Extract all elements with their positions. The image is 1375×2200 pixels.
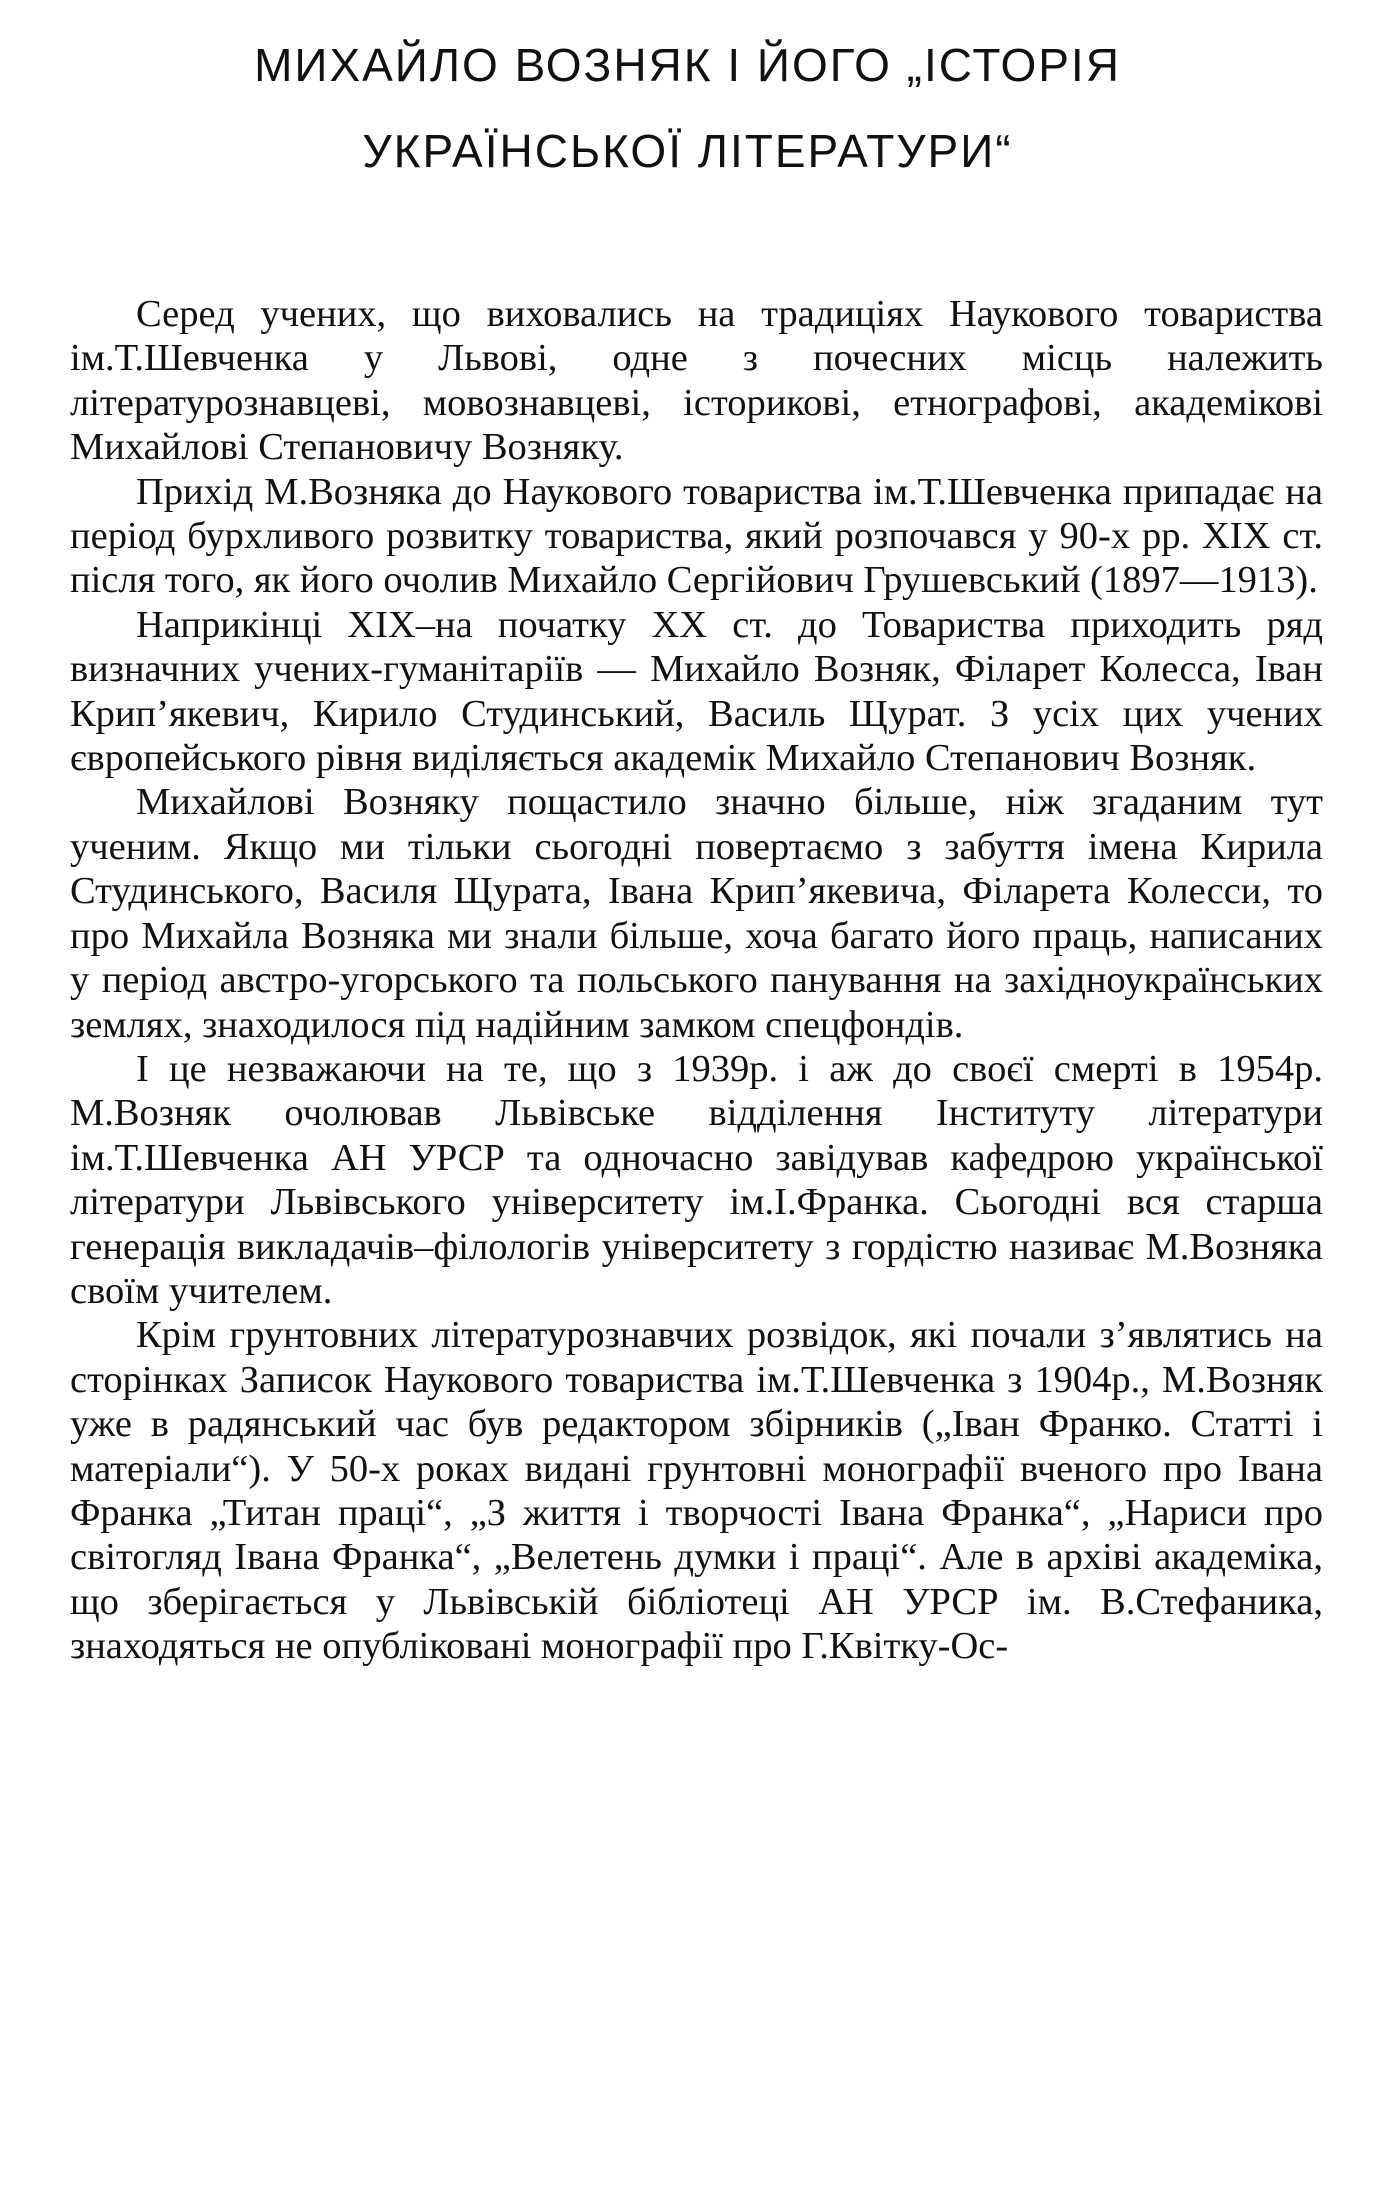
title-line-2: УКРАЇНСЬКОЇ ЛІТЕРАТУРИ“ [362, 125, 1013, 177]
paragraph-6: Крім грунтовних літературознавчих розвідок, які почали з’являтись на сторінках Записок Наукового товариства ім.Т.Шевченка з 1904р., М.Возняк уже в радянський час був редактором збірників („Іван Франко. Статті і матеріали“). У 50-х роках видані грунтовні монографії вченого про Івана Франка „Титан праці“, „З життя і творчості Івана Франка“, „Нариси про світогляд Івана Франка“, „Велетень думки і праці“. Але в архіві академіка, що зберігається у Львівській бібліотеці АН УРСР ім. В.Стефаника, знаходяться не опубліковані монографії про Г.Квітку-Ос- [70, 1314, 1323, 1668]
article-body [70, 292, 1323, 1669]
title-line-1: МИХАЙЛО ВОЗНЯК І ЙОГО „ІСТОРІЯ [254, 39, 1121, 91]
paragraph-1: Серед учених, що виховались на традиціях Наукового товариства ім.Т.Шевченка у Львові, одне з почесних місць належить літературознавцеві, мовознавцеві, історикові, етнографові, академікові Михайлові Степановичу Возняку. [70, 293, 1323, 469]
paragraph-2: Прихід М.Возняка до Наукового товариства ім.Т.Шевченка припадає на період бурхливого розвитку товариства, який розпочався у 90-х рр. XIX ст. після того, як його очолив Михайло Сергійович Грушевський (1897—1913). [70, 470, 1323, 602]
paragraph-3: Наприкінці XIX–на початку XX ст. до Товариства приходить ряд визначних учених-гуманітаріїв — Михайло Возняк, Філарет Колесса, Іван Крип’якевич, Кирило Студинський, Василь Щурат. З усіх цих учених європейського рівня виділяється академік Михайло Степанович Возняк. [70, 603, 1323, 780]
paragraph-4: Михайлові Возняку пощастило значно більше, ніж згаданим тут ученим. Якщо ми тільки сьогодні повертаємо з забуття імена Кирила Студинського, Василя Щурата, Івана Крип’якевича, Філарета Колесси, то про Михайла Возняка ми знали більше, хоча багато його праць, написаних у період австро-угорського та польського панування на західноукраїнських землях, знаходилося під надійним замком спецфондів. [70, 781, 1323, 1046]
page-title [0, 22, 1375, 194]
paragraph-5: І це незважаючи на те, що з 1939р. і аж до своєї смерті в 1954р. М.Возняк очолював Львівське відділення Інституту літератури ім.Т.Шевченка АН УРСР та одночасно завідував кафедрою української літератури Львівського університету ім.І.Франка. Сьогодні вся старша генерація викладачів–філологів університету з гордістю називає М.Возняка своїм учителем. [70, 1047, 1323, 1312]
